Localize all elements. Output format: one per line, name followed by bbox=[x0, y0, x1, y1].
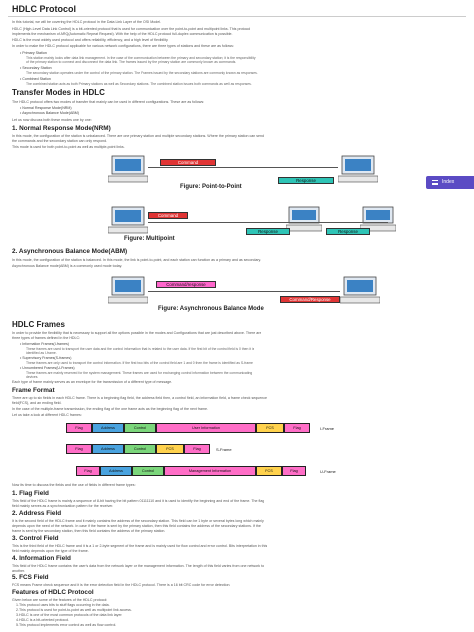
index-button[interactable] bbox=[426, 176, 474, 189]
body-line: the commands and the secondary station can only respond. bbox=[12, 139, 108, 143]
body-line: This field of the HDLC frame is mainly a sequence of 8-bit having the bit pattern 01111110 and it is used to identify the beginning and end of the frame. The flag bbox=[12, 499, 265, 503]
command-response-label: Command/response bbox=[156, 281, 216, 288]
body-line: Let us now discuss both these modes one by one: bbox=[12, 118, 92, 122]
body-line: field mainly depends upon the type of the frame. bbox=[12, 549, 89, 553]
user-information-field: User Information bbox=[156, 423, 256, 433]
frame-type-desc: These frames are only used to transport the control information. If the first two bits of the control field are 1 and 0 then the frame is identified as S-frame bbox=[26, 361, 253, 365]
computer-icon bbox=[338, 154, 378, 184]
flag-field: Flag bbox=[284, 423, 310, 433]
subsection-heading: 2. Address Field bbox=[12, 510, 62, 517]
flag-field: Flag bbox=[66, 423, 92, 433]
frame-label: S-Frame bbox=[216, 447, 232, 452]
computer-icon bbox=[340, 275, 380, 305]
u-frame-diagram bbox=[76, 466, 306, 476]
computer-icon bbox=[286, 205, 322, 233]
body-line: three types of frames defined in the HDLC: bbox=[12, 336, 81, 340]
link-line bbox=[148, 291, 340, 292]
station-desc: The combined station acts as both Primary stations as well as Secondary stations. The combined station issues both commands as well as responses. bbox=[26, 82, 252, 86]
flag-field: Flag bbox=[282, 466, 306, 476]
feature-item: 5.This protocol implements error control as well as flow control. bbox=[16, 623, 117, 627]
frame-type-desc: These frames are used to transport the user data and the control information that is related to the user data. If the first bit of the control field is 0 then it is bbox=[26, 347, 255, 351]
flag-field: Flag bbox=[66, 444, 92, 454]
station-name: • Secondary Station bbox=[20, 66, 52, 70]
response-label: Response bbox=[278, 177, 334, 184]
body-line: frame is sent by the secondary station, then this field contains the address of the primary station. bbox=[12, 529, 166, 533]
body-line: Asynchronous Balance mode(ABM) is a commonly used mode today. bbox=[12, 264, 123, 268]
index-button-label: Index bbox=[442, 179, 455, 185]
figure-caption: Figure: Asynchronous Balance Mode bbox=[158, 306, 264, 312]
subsection-heading: 1. Normal Response Mode(NRM) bbox=[12, 125, 111, 132]
fcs-field: FCS bbox=[256, 466, 282, 476]
feature-item: 1.This protocol uses bits to stuff flags occurring in the data. bbox=[16, 603, 110, 607]
figure-caption: Figure: Multipoint bbox=[124, 236, 175, 242]
body-line: It is the second field of the HDLC frame and it mainly contains the address of the secondary station. This field can be 1 byte or several bytes long which mainly bbox=[12, 519, 264, 523]
command-label: Command bbox=[160, 159, 216, 166]
body-line: In order to provide the flexibility that is necessary to support all the options possible in the modes and Configurations that are just described above. There are bbox=[12, 331, 262, 335]
fcs-field: FCS bbox=[256, 423, 284, 433]
menu-icon bbox=[432, 180, 438, 185]
subsection-heading: 2. Asynchronous Balance Mode(ABM) bbox=[12, 248, 128, 255]
subsection-heading: 3. Control Field bbox=[12, 535, 59, 542]
frame-type-name: • Unnumbered Frames(U-Frames) bbox=[20, 366, 75, 370]
computer-icon bbox=[108, 275, 148, 305]
frame-type-name: • Information Frames(I-frames) bbox=[20, 342, 69, 346]
body-line: field(FCS), and an ending field. bbox=[12, 401, 62, 405]
response-label: Response bbox=[246, 228, 290, 235]
body-line: Each type of frame mainly serves as an envelope for the transmission of a different type of message. bbox=[12, 380, 173, 384]
body-line: In this mode, the configuration of the station is unbalanced. There are one primary station and multiple secondary stations. Where the primary station can send bbox=[12, 134, 265, 138]
body-line: another. bbox=[12, 569, 25, 573]
fcs-field: FCS bbox=[156, 444, 184, 454]
address-field: Address bbox=[92, 444, 124, 454]
address-field: Address bbox=[92, 423, 124, 433]
body-line: Given below are some of the features of the HDLC protocol: bbox=[12, 598, 108, 602]
body-line: In this mode, the configuration of the station is balanced. In this mode, the link is point-to-point, and each station can function as a primary and as secondary. bbox=[12, 258, 262, 262]
station-desc: The secondary station operates under the control of the primary station. The Frames issued by the secondary stations are commonly known as responses. bbox=[26, 71, 258, 75]
mode-item: • Normal Response Mode(NRM) bbox=[20, 106, 72, 110]
subsection-heading: 5. FCS Field bbox=[12, 574, 49, 581]
article bbox=[8, 0, 466, 632]
intro-line: implements the mechanism of ARQ(Automatic Repeat Request). With the help of the HDLC protocol full-duplex communication is possible. bbox=[12, 32, 233, 36]
feature-item: 4.HDLC is a bit-oriented protocol. bbox=[16, 618, 70, 622]
title-divider bbox=[8, 16, 466, 17]
station-name: • Primary Station bbox=[20, 51, 47, 55]
figure-caption: Figure: Point-to-Point bbox=[180, 184, 242, 190]
body-line: This is the third field of the HDLC frame and it is a 1 or 2-byte segment of the frame and is mainly used for flow control and error control. Bits interpretation in this bbox=[12, 544, 268, 548]
flag-field: Flag bbox=[76, 466, 100, 476]
body-line: Let us take a look at different HDLC frames: bbox=[12, 413, 82, 417]
frame-label: U-Frame bbox=[320, 469, 336, 474]
response-label: Response bbox=[326, 228, 370, 235]
body-line: This field of the HDLC frame contains the user's data from the network layer or the management information. The length of this field varies from one network to bbox=[12, 564, 265, 568]
body-line: FCS means Frame check sequence and it is the error detection field in the HDLC protocol. There is a 16 bit CRC code for error detection. bbox=[12, 583, 231, 587]
control-field: Control bbox=[124, 423, 156, 433]
computer-icon bbox=[108, 205, 148, 235]
address-field: Address bbox=[100, 466, 132, 476]
command-label: Command bbox=[148, 212, 188, 219]
frame-type-desc: identified as I-frame. bbox=[26, 351, 57, 355]
frame-type-desc: devices. bbox=[26, 375, 39, 379]
station-desc: of the primary station to connect and disconnect the data link. The frames issued by the primary station are commonly known as commands. bbox=[26, 60, 237, 64]
mode-item: • Asynchronous Balance Mode(ABM) bbox=[20, 111, 79, 115]
flag-field: Flag bbox=[184, 444, 210, 454]
command-response-label: Command/Response bbox=[280, 296, 340, 303]
body-line: This mode is used for both point-to-point as well as multiple-point links. bbox=[12, 145, 125, 149]
intro-line: In order to make the HDLC protocol applicable for various network configurations, there are three types of stations and these are as follows: bbox=[12, 44, 234, 48]
frame-label: I-Frame bbox=[320, 426, 334, 431]
computer-icon bbox=[108, 154, 148, 184]
subsection-heading: Features of HDLC Protocol bbox=[12, 589, 94, 596]
frame-type-name: • Supervisory Frames(S-frames) bbox=[20, 356, 71, 360]
link-line bbox=[148, 222, 388, 223]
control-field: Control bbox=[124, 444, 156, 454]
body-line: Now its time to discuss the fields and the use of fields in different frame types: bbox=[12, 483, 136, 487]
station-desc: This station mainly looks after data link management. In the case of the communication between the primary and secondary station; it is the responsibility bbox=[26, 56, 256, 60]
body-line: depends upon the need of the network. In case if the frame is sent by the primary station, then this field contains the address of the secondary stations. If the bbox=[12, 524, 261, 528]
intro-line: In this tutorial, we will be covering the HDLC protocol in the Data Link Layer of the OSI Model. bbox=[12, 20, 162, 24]
control-field: Control bbox=[132, 466, 164, 476]
s-frame-diagram bbox=[66, 444, 210, 454]
i-frame-diagram bbox=[66, 423, 310, 433]
station-name: • Combined Station bbox=[20, 77, 51, 81]
link-line bbox=[148, 167, 338, 168]
section-heading: Transfer Modes in HDLC bbox=[12, 88, 105, 97]
body-line: field mainly serves as a synchronization pattern for the receiver. bbox=[12, 504, 114, 508]
subsection-heading: 1. Flag Field bbox=[12, 490, 49, 497]
section-heading: HDLC Frames bbox=[12, 320, 65, 329]
management-information-field: Management Information bbox=[164, 466, 256, 476]
body-line: There are up to six fields in each HDLC frame. There is a beginning flag field, the address field then, a control field, an information field, a frame check sequence bbox=[12, 396, 268, 400]
body-line: In the case of the multiple-frame transmission, the ending flag of the one frame acts as the beginning flag of the next frame. bbox=[12, 407, 208, 411]
intro-line: HDLC is the most widely used protocol and offers reliability, efficiency, and a high level of flexibility. bbox=[12, 38, 169, 42]
feature-item: 2.This protocol is used for point-to-point as well as multipoint link access. bbox=[16, 608, 132, 612]
page-title: HDLC Protocol bbox=[12, 4, 76, 14]
frame-type-desc: These frames are mainly reserved for the system management. These frames are used for exchanging control information between the communicating bbox=[26, 371, 253, 375]
subsection-heading: Frame Format bbox=[12, 387, 55, 394]
feature-item: 3.HDLC is one of the most common protocols of the data link layer. bbox=[16, 613, 123, 617]
subsection-heading: 4. Information Field bbox=[12, 555, 71, 562]
intro-line: HDLC (High-Level Data Link Control) is a bit-oriented protocol that is used for communication over the point-to-point and multipoint links. This protocol bbox=[12, 27, 251, 31]
body-line: The HDLC protocol offers two modes of transfer that mainly can be used in different configurations. These are as follows: bbox=[12, 100, 205, 104]
